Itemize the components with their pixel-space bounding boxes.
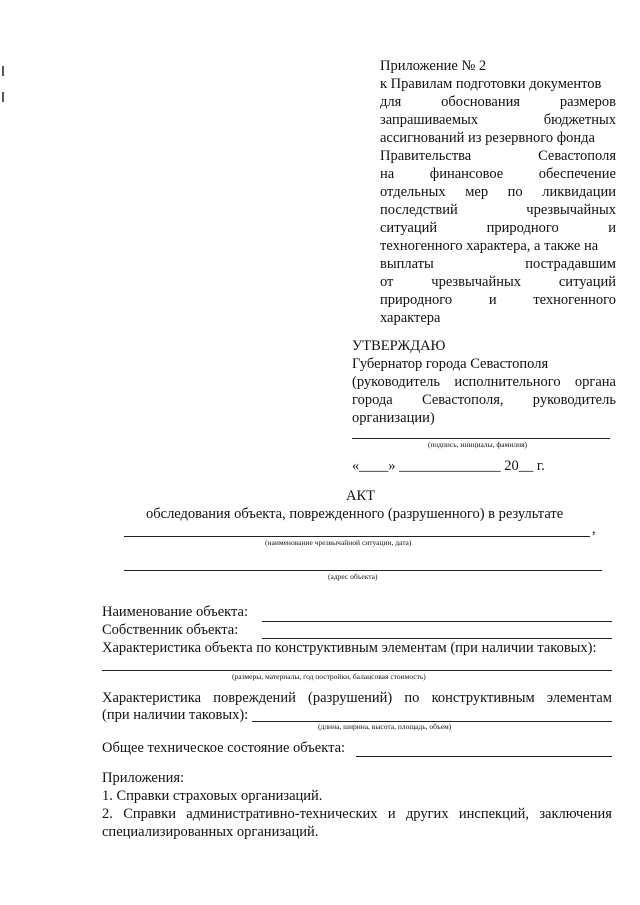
tech-state-line[interactable] (356, 756, 612, 757)
approval-line: (руководитель исполнительного органа (352, 374, 616, 390)
appendix-line: от чрезвычайных ситуаций (380, 274, 616, 290)
characteristic-label: Характеристика объекта по конструктивным элементам (при наличии таковых): (102, 640, 597, 656)
appendix-number: Приложение № 2 (380, 58, 487, 74)
appendix-line: природного и техногенного (380, 292, 616, 308)
appendix-line: на финансовое обеспечение (380, 166, 616, 182)
owner-label: Собственник объекта: (102, 622, 239, 638)
damage-label: Характеристика повреждений (разрушений) по конструктивным элементам (102, 690, 612, 706)
appendix-line: ассигнований из резервного фонда (380, 130, 595, 146)
appendix-line: запрашиваемых бюджетных (380, 112, 616, 128)
scan-mark (2, 92, 4, 102)
appendix-line: выплаты пострадавшим (380, 256, 616, 272)
attachment-item: 1. Справки страховых организаций. (102, 788, 323, 804)
attachment-item-cont: специализированных организаций. (102, 824, 319, 840)
approval-title: УТВЕРЖДАЮ (352, 338, 446, 354)
emergency-hint: (наименование чрезвычайной ситуации, дата) (265, 538, 412, 547)
signature-hint: (подпись, инициалы, фамилия) (428, 440, 528, 449)
scan-mark (2, 66, 4, 76)
appendix-line: ситуаций природного и (380, 220, 616, 236)
damage-hint: (длина, ширина, высота, площадь, объем) (318, 722, 452, 731)
attachment-item: 2. Справки административно-технических и других инспекций, заключения (102, 806, 612, 822)
object-name-line[interactable] (262, 621, 612, 622)
attachments-title: Приложения: (102, 770, 185, 786)
emergency-comma: , (592, 521, 596, 537)
approval-line: города Севастополя, руководитель (352, 392, 616, 408)
characteristic-hint: (размеры, материалы, год постройки, балансовая стоимость) (232, 672, 426, 681)
appendix-line: для обоснования размеров (380, 94, 616, 110)
approval-line: организации) (352, 410, 435, 426)
appendix-line: последствий чрезвычайных (380, 202, 616, 218)
characteristic-line[interactable] (102, 670, 612, 671)
appendix-line: Правительства Севастополя (380, 148, 616, 164)
appendix-line: характера (380, 310, 441, 326)
approval-line: Губернатор города Севастополя (352, 356, 549, 372)
emergency-name-line[interactable] (124, 536, 590, 537)
object-name-label: Наименование объекта: (102, 604, 248, 620)
approval-date[interactable]: «____» ______________ 20__ г. (352, 458, 545, 474)
address-hint: (адрес объекта) (328, 572, 378, 581)
signature-line[interactable] (352, 438, 610, 439)
act-title: АКТ (346, 488, 375, 504)
act-subtitle: обследования объекта, поврежденного (разрушенного) в результате (146, 506, 564, 522)
owner-line[interactable] (262, 638, 612, 639)
address-line[interactable] (124, 570, 602, 571)
appendix-line: к Правилам подготовки документов (380, 76, 602, 92)
tech-state-label: Общее техническое состояние объекта: (102, 740, 346, 756)
damage-label-cont: (при наличии таковых): (102, 707, 249, 723)
appendix-line: отдельных мер по ликвидации (380, 184, 616, 200)
appendix-line: техногенного характера, а также на (380, 238, 599, 254)
